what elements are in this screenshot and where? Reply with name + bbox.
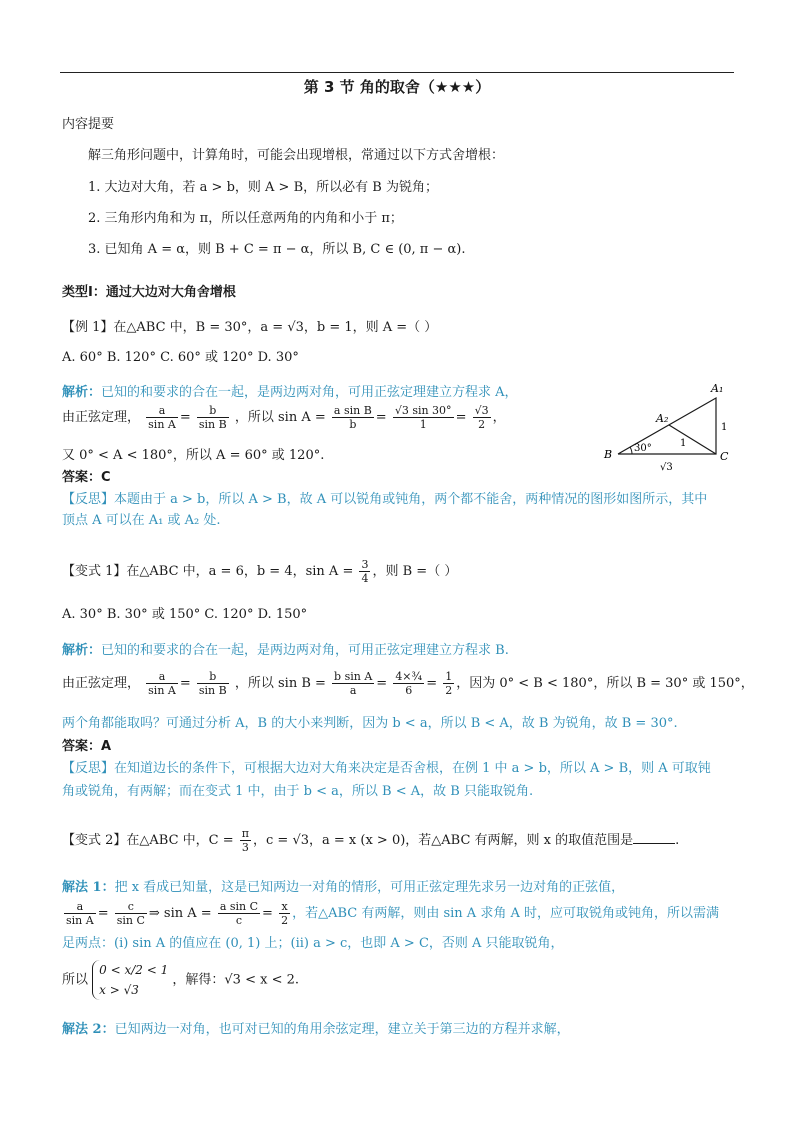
header-rule: [60, 72, 734, 73]
line-tail: ，因为 0° < B < 180°，所以 B = 30° 或 150°，: [456, 676, 754, 691]
angle-arc: [630, 447, 632, 454]
fraction: $\frac{a}{\text{sin A}}$: [148, 670, 176, 697]
solution: ，解得：√3 < x < 2.: [172, 972, 299, 988]
analysis-text: 已知的和要求的合在一起，是两边两对角，可用正弦定理建立方程求 A，: [101, 385, 518, 400]
inequality: 0 < x/2 < 1: [99, 963, 169, 977]
summary-item: 3. 已知角 A = α，则 B + C = π − α，所以 B, C ∈ (0, π − α).: [88, 242, 466, 257]
method-text: 把 x 看成已知量，这是已知两边一对角的情形，可用正弦定理先求另一边对角的正弦值，: [114, 880, 625, 895]
label-angle-30: 30°: [634, 443, 652, 454]
variant1-answer: 答案：A: [62, 739, 112, 754]
label-b: B: [604, 448, 613, 461]
analysis-text: 已知的和要求的合在一起，是两边两对角，可用正弦定理建立方程求 B.: [101, 643, 509, 658]
so-text: ，所以 sin A =: [234, 410, 326, 425]
fraction: $\frac{\text{b sin A}}{a}$: [334, 670, 373, 697]
method-label: 解法 2：: [62, 1022, 115, 1037]
method2: [62, 1018, 570, 1037]
method1-system: [62, 960, 299, 1000]
variant1-reflection: 【反思】在知道边长的条件下，可根据大边对大角来决定是否舍根，在例 1 中 a > b，所以 A > B，则 A 可取钝: [62, 761, 711, 776]
answer-blank[interactable]: [633, 843, 675, 844]
analysis-label: 解析：: [62, 385, 102, 400]
method1: [62, 876, 624, 895]
fraction: $\frac{a}{\text{sin A}}$: [148, 404, 176, 431]
variant1-analysis: [62, 639, 509, 658]
fraction: $\frac{x}{2}$: [281, 900, 289, 927]
fraction: $\frac{\text{4×¾}}{6}$: [395, 670, 423, 697]
summary-intro: 解三角形问题中，计算角时，可能会出现增根，常通过以下方式舍增根：: [88, 148, 505, 163]
example1-reflection-cont: 顶点 A 可以在 A₁ 或 A₂ 处.: [62, 513, 221, 528]
label-a2: A₂: [656, 412, 669, 425]
label-side-1-outer: 1: [721, 422, 728, 433]
method1-formula: $\frac{a}{\text{sin A}}$ = $\frac{c}{\text{sin C}}$ ⇒ sin A = $\frac{\text{a sin C}}{c}$ = $\frac{x}{2}$ ，若△ABC 有两解，则由 sin A 求角 A 时，应可取锐角或钝角，所以需满: [66, 900, 719, 927]
fraction: $\frac{\text{a sin C}}{c}$: [219, 900, 259, 927]
fraction: $\frac{√3}{2}$: [474, 404, 489, 431]
inequality: x > √3: [99, 983, 139, 997]
variant1-options: A. 30° B. 30° 或 150° C. 120° D. 150°: [62, 607, 308, 622]
arrow-text: ⇒ sin A =: [148, 906, 212, 921]
fraction: $\frac{a}{\text{sin A}}$: [66, 900, 94, 927]
fraction: $\frac{b}{\text{sin B}}$: [198, 404, 227, 431]
summary-heading: 内容提要: [62, 117, 115, 132]
example1-range: 又 0° < A < 180°，所以 A = 60° 或 120°.: [62, 448, 325, 463]
variant-tag: 【变式 2】: [62, 833, 127, 848]
example1-options: A. 60° B. 120° C. 60° 或 120° D. 30°: [62, 350, 299, 365]
example-tag: 【例 1】: [62, 320, 114, 335]
inequality-system: [92, 960, 168, 1000]
label-a1: A₁: [711, 382, 724, 395]
variant1-law-line: 由正弦定理， $\frac{a}{\text{sin A}}$ = $\frac{b}{\text{sin B}}$ ，所以 sin B = $\frac{\text{b sin A}}{a}$ = $\frac{\text{4×¾}}{6}$ = $\frac{1}{2}$ ，因为 0° < B < 180°，所以 B = 30° 或 150°，: [62, 670, 754, 697]
triangle-figure: [600, 378, 734, 478]
variant-stem-tail: ，c = √3，a = x (x > 0)，若△ABC 有两解，则 x 的取值范围是: [253, 833, 634, 848]
fraction: $\frac{b}{\text{sin B}}$: [198, 670, 227, 697]
so-text: ，所以 sin B =: [234, 676, 326, 691]
variant-stem-tail: ，则 B =（ ）: [372, 564, 458, 579]
analysis-label: 解析：: [62, 643, 102, 658]
law-prefix: 由正弦定理，: [62, 676, 141, 691]
fraction: $\frac{3}{4}$: [361, 558, 369, 585]
fraction: $\frac{\pi}{3}$: [241, 827, 250, 854]
section-title: 第 3 节 角的取舍（★★★）: [303, 78, 491, 96]
variant1-reflection-cont: 角或锐角，有两解；而在变式 1 中，由于 b < a，所以 B < A，故 B 只能取锐角.: [62, 784, 534, 799]
fraction: $\frac{√3 \sin 30^\circ}{1}$: [394, 404, 452, 431]
variant-stem-text: 在△ABC 中，a = 6，b = 4，sin A =: [126, 564, 354, 579]
label-side-1-inner: 1: [680, 438, 687, 449]
method-label: 解法 1：: [62, 880, 115, 895]
variant-tag: 【变式 1】: [62, 564, 127, 579]
variant2-stem: [62, 827, 679, 854]
segment-ca2: [669, 425, 716, 454]
fraction: $\frac{c}{\text{sin C}}$: [116, 900, 145, 927]
variant1-stem: [62, 558, 457, 585]
fraction: $\frac{\text{a sin B}}{b}$: [333, 404, 372, 431]
stem-end: .: [675, 833, 680, 848]
label-side-root3: √3: [660, 462, 673, 473]
method1-conditions: 足两点：(i) sin A 的值应在 (0, 1) 上；(ii) a > c，也即 A > C，否则 A 只能取锐角，: [62, 936, 564, 951]
method-text: 已知两边一对角，也可对已知的角用余弦定理，建立关于第三边的方程并求解，: [114, 1022, 570, 1037]
variant1-check: 两个角都能取吗？可通过分析 A，B 的大小来判断，因为 b < a，所以 B < A，故 B 为锐角，故 B = 30°.: [62, 716, 678, 731]
example1-analysis: [62, 381, 518, 400]
summary-item: 1. 大边对大角，若 a > b，则 A > B，所以必有 B 为锐角；: [88, 180, 438, 195]
type-heading: 类型Ⅰ：通过大边对大角舍增根: [62, 285, 236, 300]
summary-item: 2. 三角形内角和为 π，所以任意两角的内角和小于 π；: [88, 211, 403, 226]
method-tail: ，若△ABC 有两解，则由 sin A 求角 A 时，应可取锐角或钝角，所以需满: [292, 906, 719, 921]
example1-reflection: 【反思】本题由于 a > b，所以 A > B，故 A 可以锐角或钝角，两个都不能舍，两种情况的图形如图所示，其中: [62, 492, 708, 507]
fraction: $\frac{1}{2}$: [445, 670, 453, 697]
variant-stem-text: 在△ABC 中，C =: [126, 833, 234, 848]
law-prefix: 由正弦定理，: [62, 410, 141, 425]
example1-stem: [62, 316, 437, 335]
so-label: 所以: [62, 972, 89, 988]
label-c: C: [720, 450, 729, 463]
example1-answer: 答案：C: [62, 470, 111, 485]
example-stem-text: 在△ABC 中，B = 30°，a = √3，b = 1，则 A =（ ）: [113, 320, 438, 335]
example1-law-line: 由正弦定理， $\frac{a}{\text{sin A}}$ = $\frac{b}{\text{sin B}}$ ，所以 sin A = $\frac{\text{a sin B}}{b}$ = $\frac{√3 \sin 30^\circ}{1}$ = $\frac{√3}{2}$ ，: [62, 404, 506, 431]
